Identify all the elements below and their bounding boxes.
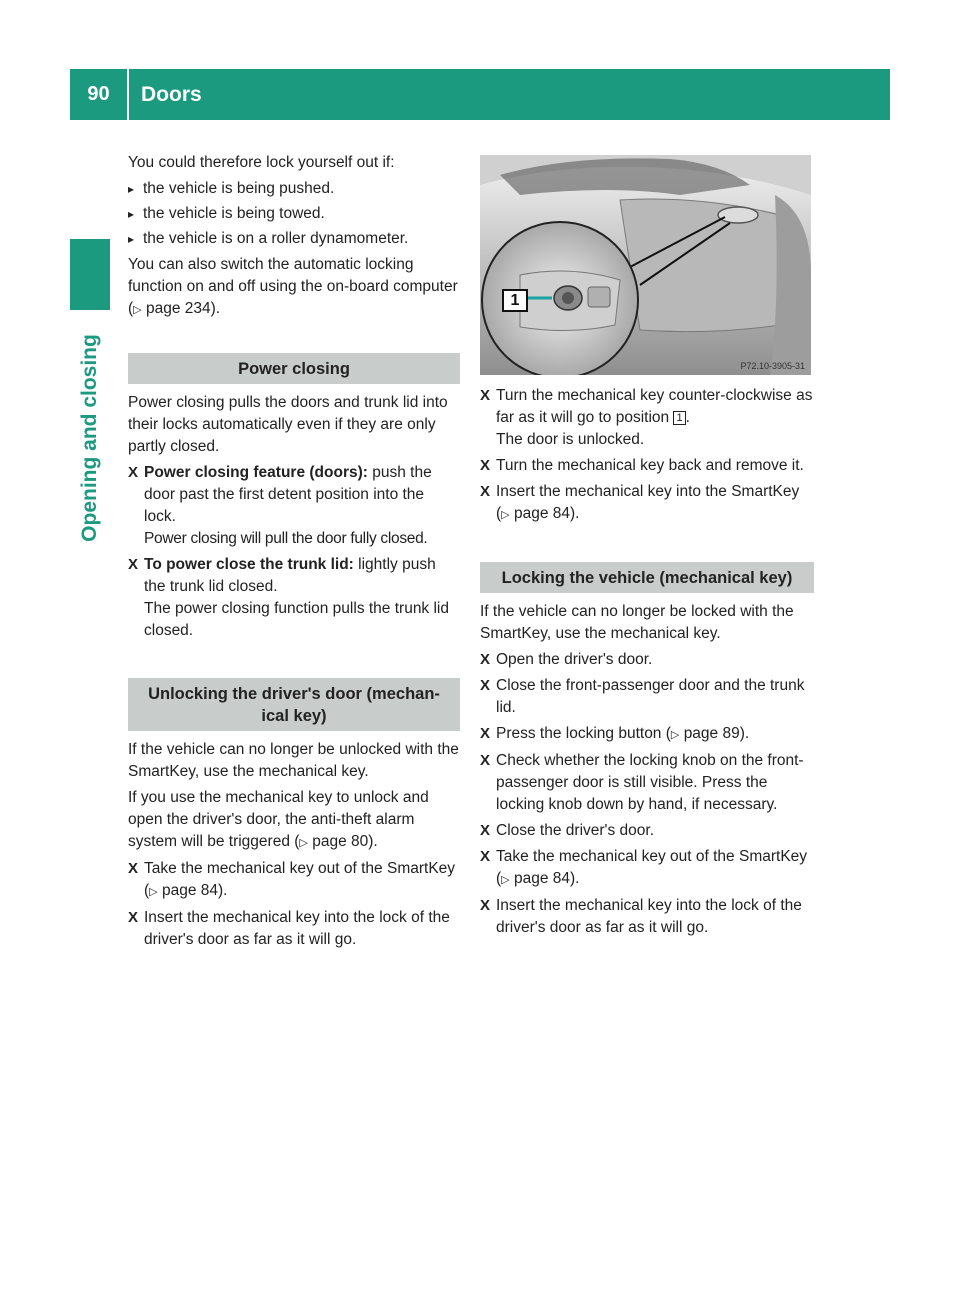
page-ref-link[interactable]: page 234 (145, 300, 211, 317)
step-item: X Turn the mechanical key counter-clockwise as far as it will go to position 1 . The door is unlocked. (480, 387, 813, 448)
page-ref-link[interactable]: page 84 (513, 505, 570, 522)
page-ref-link[interactable]: page 84 (513, 870, 570, 887)
figure-code: P72.10-3905-31 (740, 361, 805, 371)
page-title: Doors (141, 82, 202, 106)
page-ref-icon: ▷ (501, 874, 510, 886)
page-ref-icon: ▷ (133, 304, 142, 316)
list-item: ▸ the vehicle is on a roller dynamometer. (128, 228, 460, 250)
step-item: X To power close the trunk lid: lightly push the trunk lid closed. The power closing function pulls the trunk lid closed. (128, 556, 449, 639)
step-item: X Power closing feature (doors): push the door past the first detent position into the lock. Power closing will pull the door fully closed. (128, 464, 432, 547)
page-ref-icon: ▷ (501, 509, 510, 521)
unlocking-para-2: If you use the mechanical key to unlock and open the driver's door, the anti-theft alarm system will be triggered (▷ page 80). (128, 789, 429, 850)
step-item: X Take the mechanical key out of the SmartKey (▷ page 84). (480, 848, 808, 887)
step-item: X Turn the mechanical key back and remove it. (480, 455, 814, 477)
side-tab (70, 318, 110, 558)
car-door-image (480, 155, 811, 375)
step-item: X Insert the mechanical key into the lock of the driver's door as far as it will go. (128, 909, 450, 948)
step-item: X Check whether the locking knob on the front-passenger door is still visible. Press the locking knob down by hand, if necessary. (480, 752, 804, 813)
auto-lock-paragraph: You can also switch the automatic locking function on and off using the on-board computer (▷ page 234). (128, 256, 458, 317)
step-arrow-icon: X (480, 677, 491, 694)
step-note: The door is unlocked. (496, 431, 645, 448)
section-heading-locking: Locking the vehicle (mechanical key) (480, 562, 814, 593)
step-item: X Insert the mechanical key into the lock of the driver's door as far as it will go. (480, 897, 802, 936)
section-heading-unlocking: Unlocking the driver's door (mechan- ical key) (128, 678, 460, 731)
page-ref-icon: ▷ (149, 886, 158, 898)
locking-steps (480, 649, 814, 939)
step-item: X Press the locking button (▷ page 89). (480, 723, 814, 746)
step-item: X Open the driver's door. (480, 649, 814, 671)
step-item: X Insert the mechanical key into the SmartKey (▷ page 84). (480, 483, 800, 522)
step-arrow-icon: X (128, 556, 139, 573)
page-ref-link[interactable]: page 84 (161, 882, 218, 899)
step-arrow-icon: X (128, 860, 139, 877)
header-divider (127, 69, 129, 120)
step-arrow-icon: X (128, 909, 139, 926)
step-arrow-icon: X (480, 897, 491, 914)
step-arrow-icon: X (128, 464, 139, 481)
step-item: X Close the driver's door. (480, 820, 814, 842)
page-number: 90 (87, 83, 110, 105)
step-arrow-icon: X (480, 387, 491, 404)
intro-text: You could therefore lock yourself out if: (128, 154, 395, 171)
step-arrow-icon: X (480, 651, 491, 668)
step-note: Power closing will pull the door fully closed. (144, 530, 428, 547)
step-item: X Close the front-passenger door and the trunk lid. (480, 677, 805, 716)
page-ref-link[interactable]: page 89 (683, 725, 740, 742)
step-arrow-icon: X (480, 457, 491, 474)
bullet-list (128, 178, 460, 250)
step-note: The power closing function pulls the trunk lid closed. (144, 600, 449, 639)
step-arrow-icon: X (480, 752, 491, 769)
section-heading-power-closing: Power closing (128, 353, 460, 384)
step-arrow-icon: X (480, 822, 491, 839)
page-ref-icon: ▷ (299, 837, 308, 849)
step-item: X Take the mechanical key out of the SmartKey (▷ page 84). (128, 860, 456, 899)
step-arrow-icon: X (480, 483, 491, 500)
unlocking-steps (128, 858, 460, 951)
side-tab-marker (70, 239, 110, 310)
page-ref-icon: ▷ (670, 729, 680, 741)
power-closing-steps (128, 462, 460, 642)
mechanical-key-steps (480, 385, 814, 526)
door-lock-illustration (480, 155, 811, 375)
step-arrow-icon: X (480, 725, 491, 742)
power-closing-body: Power closing pulls the doors and trunk lid into their locks automatically even if they are only partly closed. (128, 394, 448, 455)
unlocking-para-1: If the vehicle can no longer be unlocked with the SmartKey, use the mechanical key. (128, 741, 459, 780)
right-column (480, 385, 814, 943)
page-ref-link[interactable]: page 80 (312, 833, 369, 850)
figure-callout-1: 1 (502, 289, 528, 312)
step-arrow-icon: X (480, 848, 491, 865)
position-marker: 1 (673, 411, 685, 425)
locking-para: If the vehicle can no longer be locked with the SmartKey, use the mechanical key. (480, 603, 794, 642)
left-column (128, 152, 460, 955)
side-tab-label: Opening and closing (78, 334, 101, 542)
list-item: ▸ the vehicle is being pushed. (128, 178, 460, 200)
list-item: ▸ the vehicle is being towed. (128, 203, 460, 225)
